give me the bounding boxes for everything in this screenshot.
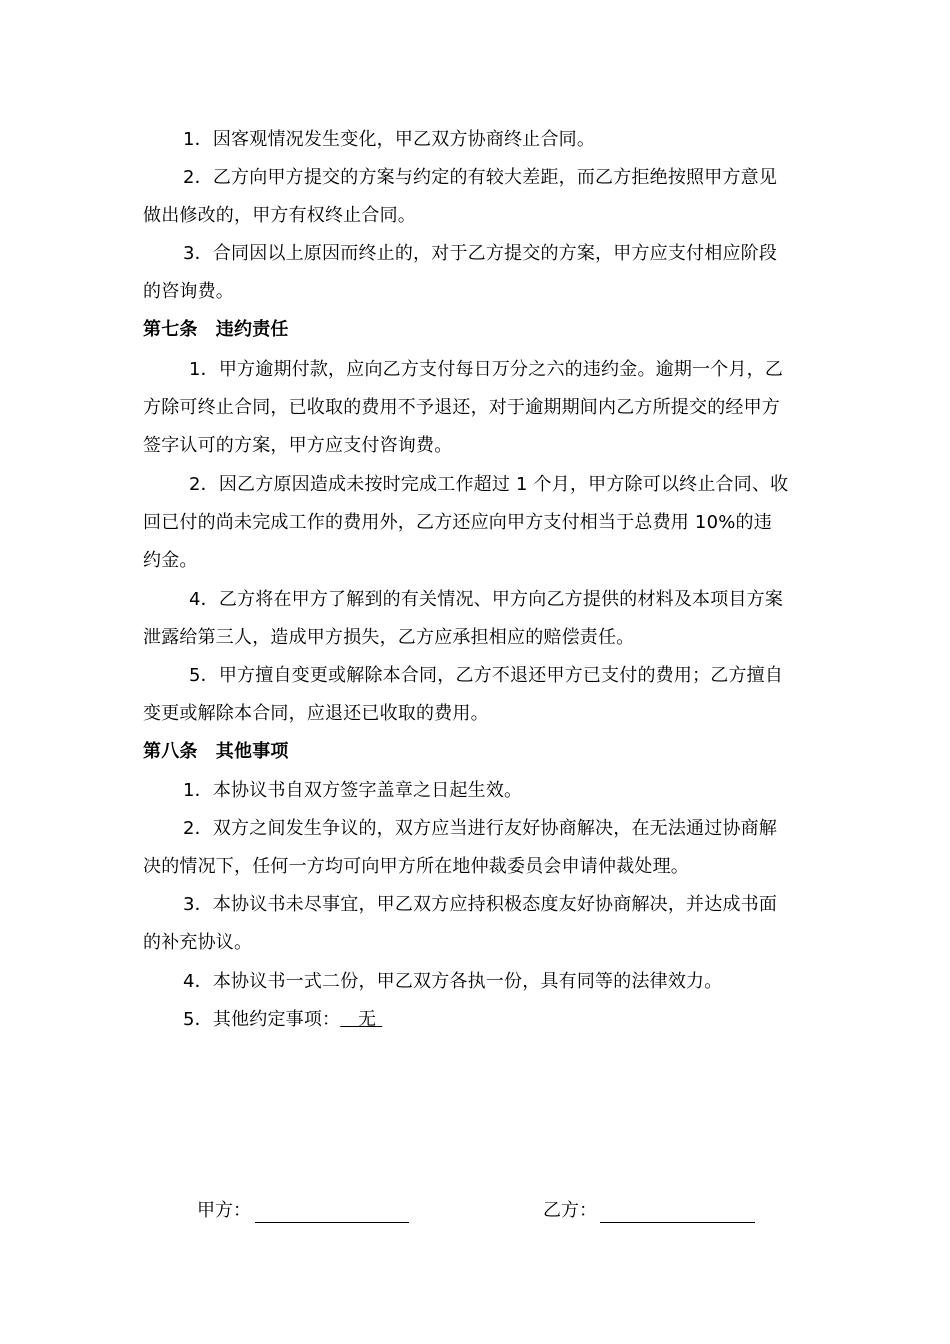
clause-8-5	[183, 1008, 382, 1032]
clause-7-4: 4．乙方将在甲方了解到的有关情况、甲方向乙方提供的材料及本项目方案	[189, 589, 784, 610]
party-a-signature-line	[255, 1222, 409, 1223]
clause-7-5: 5．甲方擅自变更或解除本合同，乙方不退还甲方已支付的费用；乙方擅自	[189, 665, 784, 686]
clause-8-3: 3．本协议书未尽事宜，甲乙双方应持积极态度友好协商解决，并达成书面	[183, 894, 778, 915]
clause-7-1: 1．甲方逾期付款，应向乙方支付每日万分之六的违约金。逾期一个月，乙	[189, 359, 784, 380]
clause-8-2: 2．双方之间发生争议的，双方应当进行友好协商解决，在无法通过协商解	[183, 818, 778, 839]
other-terms-value: 无	[358, 1009, 377, 1030]
clause-7-1-cont-b: 签字认可的方案，甲方应支付咨询费。	[143, 435, 453, 456]
clause-8-2-cont: 决的情况下，任何一方均可向甲方所在地仲裁委员会申请仲裁处理。	[143, 856, 689, 877]
clause-8-1: 1．本协议书自双方签字盖章之日起生效。	[183, 780, 523, 801]
section-7-heading: 第七条 违约责任	[143, 319, 289, 340]
other-terms-label: 5．其他约定事项：	[183, 1009, 341, 1030]
clause-6-3-cont: 的咨询费。	[143, 281, 234, 302]
clause-8-3-cont: 的补充协议。	[143, 932, 253, 953]
clause-8-4: 4．本协议书一式二份，甲乙双方各执一份，具有同等的法律效力。	[183, 971, 723, 992]
clause-7-2-cont-b: 约金。	[143, 550, 198, 571]
clause-6-2: 2．乙方向甲方提交的方案与约定的有较大差距，而乙方拒绝按照甲方意见	[183, 167, 778, 188]
clause-7-5-cont: 变更或解除本合同，应退还已收取的费用。	[143, 703, 489, 724]
clause-6-3: 3．合同因以上原因而终止的，对于乙方提交的方案，甲方应支付相应阶段	[183, 243, 778, 264]
clause-7-2-cont-a: 回已付的尚未完成工作的费用外，乙方还应向甲方支付相当于总费用 10%的违	[143, 512, 772, 533]
clause-6-2-cont: 做出修改的，甲方有权终止合同。	[143, 205, 416, 226]
clause-6-1: 1．因客观情况发生变化，甲乙双方协商终止合同。	[183, 129, 596, 150]
party-b-signature-line	[600, 1222, 755, 1223]
clause-7-2: 2．因乙方原因造成未按时完成工作超过 1 个月，甲方除可以终止合同、收	[189, 474, 789, 495]
section-8-heading: 第八条 其他事项	[143, 741, 289, 762]
party-a-label: 甲方：	[197, 1200, 251, 1221]
clause-7-4-cont: 泄露给第三人，造成甲方损失，乙方应承担相应的赔偿责任。	[143, 627, 635, 648]
clause-7-1-cont-a: 方除可终止合同，已收取的费用不予退还，对于逾期期间内乙方所提交的经甲方	[143, 397, 780, 418]
party-b-label: 乙方：	[543, 1200, 597, 1221]
